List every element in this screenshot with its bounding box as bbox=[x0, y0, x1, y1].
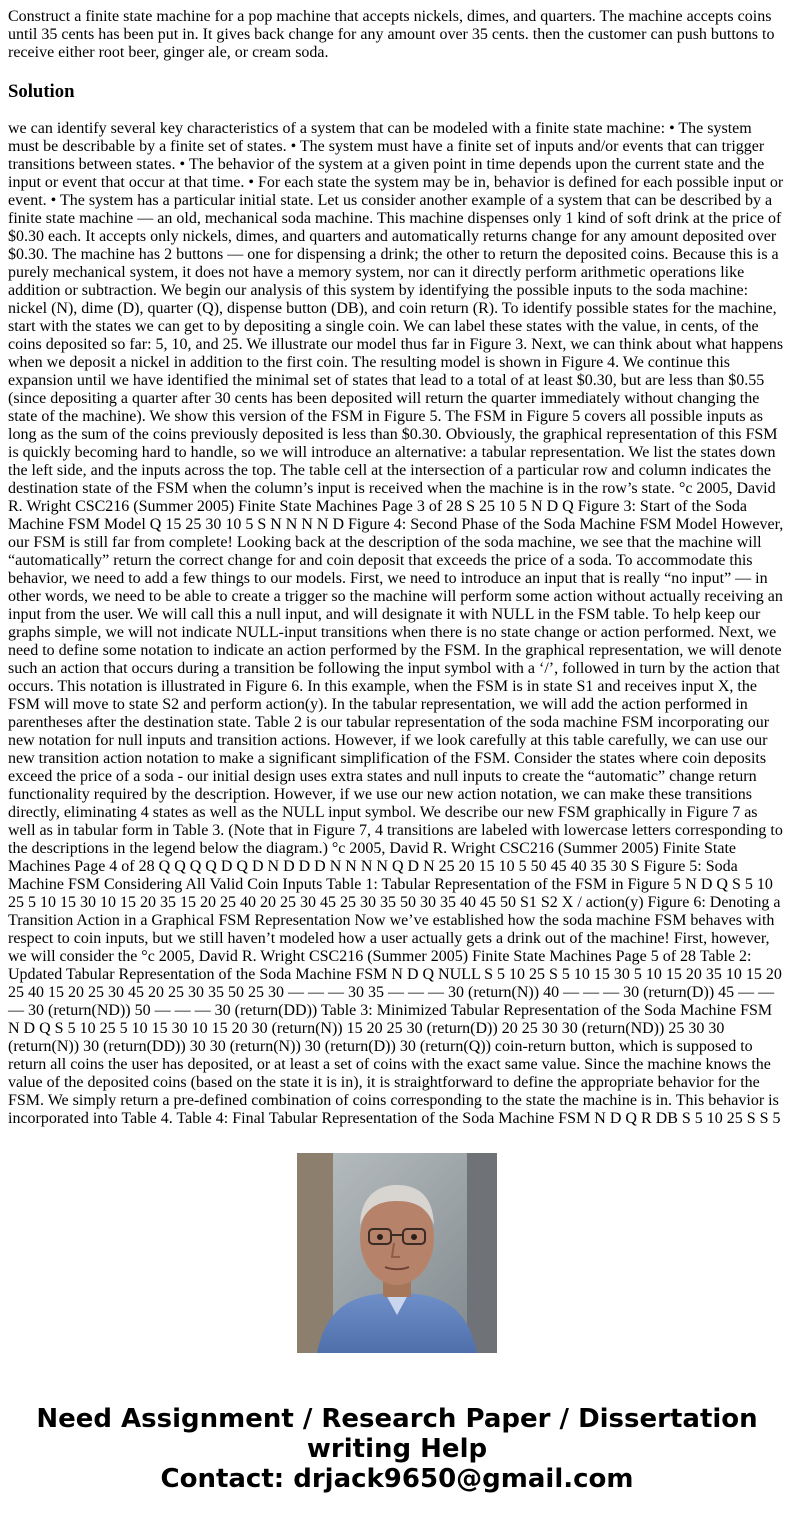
author-photo-icon bbox=[297, 1153, 497, 1353]
promo-line-1: Need Assignment / Research Paper / Dissertation bbox=[36, 1404, 758, 1434]
solution-body bbox=[8, 120, 786, 1127]
question-text: Construct a finite state machine for a pop machine that accepts nickels, dimes, and quarters. The machine accepts coins until 35 cents has been put in. It gives back change for any amount over 35 cents. then the customer can push buttons to receive either root beer, ginger ale, or cream soda. bbox=[8, 8, 775, 61]
document-content bbox=[8, 8, 786, 1127]
promo-contact: Contact: drjack9650@gmail.com bbox=[160, 1464, 634, 1494]
solution-heading: Solution bbox=[8, 81, 75, 102]
promo-footer bbox=[0, 1404, 794, 1494]
solution-text: we can identify several key characteristics of a system that can be modeled with a finite state machine: • The system must be describable by a finite set of states. • The system must have a finite set of inputs and/or events that can trigger transitions between states. • The behavior of the system at a given point in time depends upon the current state and the input or event that occur at that time. • For each state the system may be in, behavior is defined for each possible input or event. • The system has a particular initial state. Let us consider another example of a system that can be described by a finite state machine — an old, mechanical soda machine. This machine dispenses only 1 kind of soft drink at the price of $0.30 each. It accepts only nickels, dimes, and quarters and automatically returns change for any amount deposited over $0.30. The machine has 2 buttons — one for dispensing a drink; the other to return the deposited coins. Because this is a purely mechanical system, it does not have a memory system, nor can it directly perform arithmetic operations like addition or subtraction. We begin our analysis of this system by identifying the possible inputs to the soda machine: nickel (N), dime (D), quarter (Q), dispense button (DB), and coin return (R). To identify possible states for the machine, start with the states we can get to by depositing a single coin. We can label these states with the value, in cents, of the coins deposited so far: 5, 10, and 25. We illustrate our model thus far in Figure 3. Next, we can think about what happens when we deposit a nickel in addition to the first coin. The resulting model is shown in Figure 4. We continue this expansion until we have identified the minimal set of states that lead to a total of at least $0.30, but are less than $0.55 (since depositing a quarter after 30 cents has been deposited will return the quarter immediately without changing the state of the machine). We show this version of the FSM in Figure 5. The FSM in Figure 5 covers all possible inputs as long as the sum of the coins previously deposited is less than $0.30. Obviously, the graphical representation of this FSM is quickly becoming hard to handle, so we will introduce an alternative: a tabular representation. We list the states down the left side, and the inputs across the top. The table cell at the intersection of a particular row and column indicates the destination state of the FSM when the column’s input is received when the machine is in the row’s state. °c 2005, David R. Wright CSC216 (Summer 2005) Finite State Machines Page 3 of 28 S 25 10 5 N D Q Figure 3: Start of the Soda Machine FSM Model Q 15 25 30 10 5 S N N N N D Figure 4: Second Phase of the Soda Machine FSM Model However, our FSM is still far from complete! Looking back at the description of the soda machine, we see that the machine will “automatically” return the correct change for and coin deposit that exceeds the price of a soda. To accommodate this behavior, we need to add a few things to our models. First, we need to introduce an input that is really “no input” — in other words, we need to be able to create a trigger so the machine will perform some action without actually receiving an input from the user. We will call this a null input, and will designate it with NULL in the FSM table. To help keep our graphs simple, we will not indicate NULL-input transitions when there is no state change or action performed. Next, we need to define some notation to indicate an action performed by the FSM. In the graphical representation, we will denote such an action that occurs during a transition be following the input symbol with a ‘/’, followed in turn by the action that occurs. This notation is illustrated in Figure 6. In this example, when the FSM is in state S1 and receives input X, the FSM will move to state S2 and perform action(y). In the tabular representation, we will add the action performed in parentheses after the destination state. Table 2 is our tabular representation of the soda machine FSM incorporating our new notation for null inputs and transition actions. However, if we look carefully at this table carefully, we can use our new transition action notation to make a significant simplification of the FSM. Consider the states where coin deposits exceed the price of a soda - our initial design uses extra states and null inputs to create the “automatic” change return functionality required by the description. However, if we use our new action notation, we can make these transitions directly, eliminating 4 states as well as the NULL input symbol. We describe our new FSM graphically in Figure 7 as well as in tabular form in Table 3. (Note that in Figure 7, 4 transitions are labeled with lowercase letters corresponding to the descriptions in the legend below the diagram.) °c 2005, David R. Wright CSC216 (Summer 2005) Finite State Machines Page 4 of 28 Q Q Q Q D Q D N D D D N N N N Q D N 25 20 15 10 5 50 45 40 35 30 S Figure 5: Soda Machine FSM Considering All Valid Coin Inputs Table 1: Tabular Representation of the FSM in Figure 5 N D Q S 5 10 25 5 10 15 30 10 15 20 35 15 20 25 40 20 25 30 45 25 30 35 50 30 35 40 45 50 S1 S2 X / action(y) Figure 6: Denoting a Transition Action in a Graphical FSM Representation Now we’ve established how the soda machine FSM behaves with respect to coin inputs, but we still haven’t modeled how a user actually gets a drink out of the machine! First, however, we will consider the °c 2005, David R. Wright CSC216 (Summer 2005) Finite State Machines Page 5 of 28 Table 2: Updated Tabular Representation of the Soda Machine FSM N D Q NULL S 5 10 25 S 5 10 15 30 5 10 15 20 35 10 15 20 25 40 15 20 25 30 45 20 25 30 35 50 25 30 — — — 30 35 — — — 30 (return(N)) 40 — — — 30 (return(D)) 45 — — — 30 (return(ND)) 50 — — — 30 (return(DD)) Table 3: Minimized Tabular Representation of the Soda Machine FSM N D Q S 5 10 25 5 10 15 30 10 15 20 30 (return(N)) 15 20 25 30 (return(D)) 20 25 30 30 (return(ND)) 25 30 30 (return(N)) 30 (return(DD)) 30 30 (return(N)) 30 (return(D)) 30 (return(Q)) coin-return button, which is supposed to return all coins the user has deposited, or at least a set of coins with the exact same value. Since the machine knows the value of the deposited coins (based on the state it is in), it is straightforward to define the appropriate behavior for the FSM. We simply return a pre-defined combination of coins corresponding to the state the machine is in. This behavior is incorporated into Table 4. Table 4: Final Tabular Representation of the Soda Machine FSM N D Q R DB S 5 10 25 S S 5 bbox=[8, 120, 784, 1127]
promo-line-2: writing Help bbox=[306, 1434, 488, 1464]
author-avatar bbox=[297, 1153, 497, 1353]
